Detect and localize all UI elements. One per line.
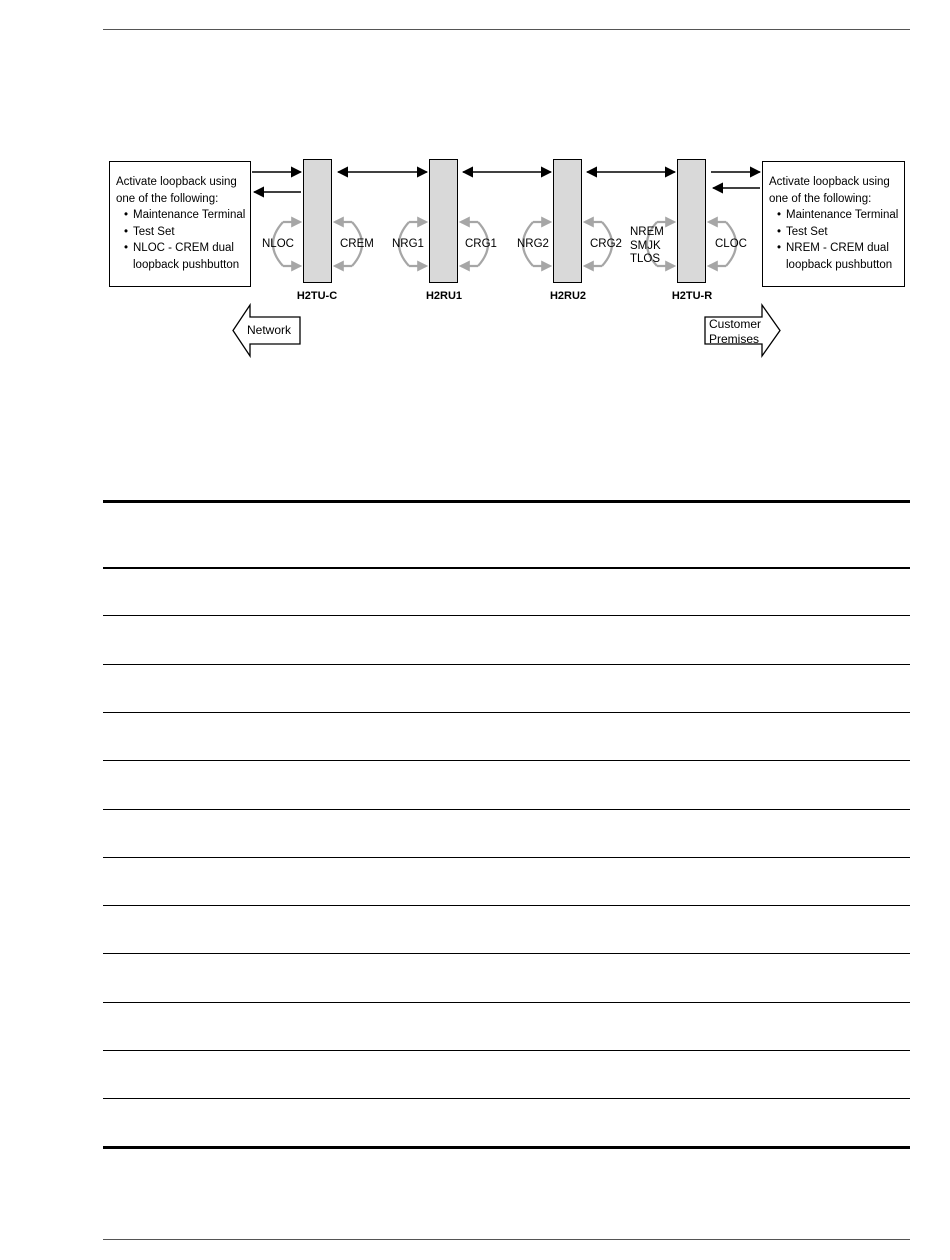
- table-row-divider: [103, 615, 910, 616]
- left-intro-1: Activate loopback using: [116, 176, 237, 188]
- unit-label-h2tur: H2TU-R: [671, 290, 713, 302]
- bottom-rule: [103, 1239, 910, 1240]
- unit-h2ru1: [429, 159, 458, 283]
- label-tlos: TLOS: [630, 253, 661, 265]
- label-smjk: SMJK: [630, 239, 661, 252]
- label-nloc: NLOC: [262, 238, 294, 250]
- label-nrem-group: [630, 226, 664, 267]
- customer-label-line2: Premises: [709, 332, 760, 346]
- left-activation-box: [109, 161, 251, 287]
- table-row-divider: [103, 1002, 910, 1003]
- unit-h2tur: [677, 159, 706, 283]
- label-crg2: CRG2: [590, 238, 622, 250]
- unit-label-h2ru2: H2RU2: [549, 290, 587, 302]
- right-bullet-2: • Test Set: [777, 225, 828, 238]
- label-nrg1: NRG1: [392, 238, 424, 250]
- unit-label-h2ru1: H2RU1: [425, 290, 463, 302]
- unit-h2ru2: [553, 159, 582, 283]
- table-row-divider: [103, 760, 910, 761]
- table-bottom-rule: [103, 1146, 910, 1149]
- right-bullet-1: • Maintenance Terminal: [777, 209, 899, 221]
- network-arrow-label: Network: [247, 323, 292, 337]
- unit-h2tuc: [303, 159, 332, 283]
- table-row-divider: [103, 664, 910, 665]
- label-nrem: NREM: [630, 226, 664, 238]
- table-row-divider: [103, 905, 910, 906]
- left-continuation: loopback pushbutton: [133, 258, 240, 271]
- right-bullet-3: • NREM - CREM dual: [777, 242, 889, 254]
- table-row-divider: [103, 809, 910, 810]
- table-row-divider: [103, 712, 910, 713]
- table-row-divider: [103, 1098, 910, 1099]
- left-bullet-2: • Test Set: [124, 225, 175, 238]
- label-crg1: CRG1: [465, 238, 497, 250]
- table-row-divider: [103, 1050, 910, 1051]
- table-row-divider: [103, 953, 910, 954]
- table-header-rule: [103, 567, 910, 569]
- label-nrg2: NRG2: [517, 238, 549, 250]
- label-crem: CREM: [340, 238, 374, 250]
- table-row-divider: [103, 857, 910, 858]
- left-bullet-3: • NLOC - CREM dual: [124, 242, 234, 254]
- right-continuation: loopback pushbutton: [786, 258, 893, 271]
- customer-label-line1: Customer: [709, 317, 762, 331]
- right-activation-box: [762, 161, 905, 287]
- right-intro-2: one of the following:: [769, 192, 872, 205]
- label-cloc: CLOC: [715, 238, 747, 250]
- table-top-rule: [103, 500, 910, 503]
- left-bullet-1: • Maintenance Terminal: [124, 209, 246, 221]
- right-intro-1: Activate loopback using: [769, 176, 890, 188]
- unit-label-h2tuc: H2TU-C: [296, 290, 338, 302]
- left-intro-2: one of the following:: [116, 192, 219, 205]
- customer-arrow-label: [709, 317, 761, 347]
